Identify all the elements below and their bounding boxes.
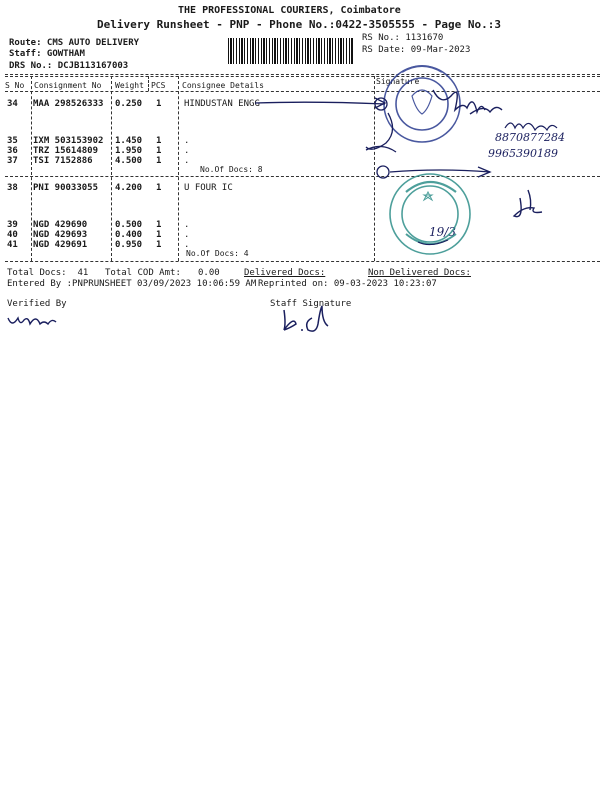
row-34-weight: 0.250 [115, 99, 143, 109]
row-39-consignment: NGD 429690 [33, 220, 88, 230]
rs-number: RS No.: 1131670 [362, 33, 444, 43]
row-38-consignment: PNI 90033055 [33, 183, 99, 193]
col-pcs: PCS [151, 81, 166, 90]
barcode-image [228, 38, 354, 64]
row-41-consignee: . [184, 240, 190, 250]
row-39-sno: 39 [7, 220, 18, 230]
row-35-consignment: IXM 503153902 [33, 136, 104, 146]
company-title: THE PROFESSIONAL COURIERS, Coimbatore [178, 5, 401, 16]
col-consignee: Consignee Details [182, 81, 264, 90]
row-35-weight: 1.450 [115, 136, 143, 146]
receiver-signature-1 [433, 90, 502, 114]
route-label: Route: CMS AUTO DELIVERY [9, 38, 140, 48]
row-38-sno: 38 [7, 183, 18, 193]
company-stamp [390, 174, 470, 254]
row-37-weight: 4.500 [115, 156, 143, 166]
entered-by: Entered By :PNPRUNSHEET 03/09/2023 10:06:59 AM [7, 279, 257, 289]
col-consignment: Consignment No [34, 81, 102, 90]
tamil-handwriting [505, 123, 557, 130]
row-40-weight: 0.400 [115, 230, 143, 240]
row-41-pcs: 1 [156, 240, 162, 250]
row-40-sno: 40 [7, 230, 18, 240]
row-40-consignment: NGD 429693 [33, 230, 88, 240]
handwritten-phone-2: 9965390189 [488, 147, 558, 160]
row-39-weight: 0.500 [115, 220, 143, 230]
verified-by-label: Verified By [7, 299, 67, 309]
verified-by-signature [8, 318, 56, 324]
total-cod-label: Total COD Amt: [105, 268, 181, 278]
row-37-pcs: 1 [156, 156, 162, 166]
divider-top-2 [5, 76, 600, 77]
row-41-consignment: NGD 429691 [33, 240, 88, 250]
row-36-sno: 36 [7, 146, 18, 156]
row-36-weight: 1.950 [115, 146, 143, 156]
stamp-number-scribble [418, 240, 448, 245]
staff-signature-label: Staff Signature [270, 299, 352, 309]
col-divider-1 [31, 76, 32, 261]
col-divider-4 [178, 76, 179, 261]
row-35-pcs: 1 [156, 136, 162, 146]
rs-date: RS Date: 09-Mar-2023 [362, 45, 471, 55]
group-2-doc-count: No.Of Docs: 4 [186, 249, 249, 258]
divider-top [5, 74, 600, 75]
col-divider-2 [111, 76, 112, 261]
delivered-docs: Delivered Docs: [244, 268, 326, 278]
row-35-consignee: . [184, 136, 190, 146]
row-37-consignment: TSI 7152886 [33, 156, 93, 166]
col-signature: Signature [376, 77, 420, 86]
non-delivered-docs: Non Delivered Docs: [368, 268, 471, 278]
row-36-consignment: TRZ 15614809 [33, 146, 99, 156]
row-38-pcs: 1 [156, 183, 162, 193]
row-38-consignee: U FOUR IC [184, 183, 233, 193]
row-41-sno: 41 [7, 240, 18, 250]
col-sno: S No [5, 81, 25, 90]
row-37-sno: 37 [7, 156, 18, 166]
row-36-pcs: 1 [156, 146, 162, 156]
row-40-consignee: . [184, 230, 190, 240]
row-34-consignee: HINDUSTAN ENGG [184, 99, 260, 109]
row-34-sno: 34 [7, 99, 18, 109]
divider-group-1 [5, 176, 600, 177]
row-37-consignee: . [184, 156, 190, 166]
row-34-consignment: MAA 298526333 [33, 99, 104, 109]
row-40-pcs: 1 [156, 230, 162, 240]
divider-table-bottom [5, 261, 600, 262]
row-38-weight: 4.200 [115, 183, 143, 193]
staff-label: Staff: GOWTHAM [9, 49, 85, 59]
divider-header-bottom [5, 91, 600, 92]
col-divider-5 [374, 76, 375, 261]
col-divider-3 [148, 76, 149, 91]
row-39-consignee: . [184, 220, 190, 230]
row-35-sno: 35 [7, 136, 18, 146]
receiver-signature-2 [514, 190, 542, 217]
row-36-consignee: . [184, 146, 190, 156]
total-cod-amount: 0.00 [198, 268, 220, 278]
reprinted-on: Reprinted on: 09-03-2023 10:23:07 [258, 279, 437, 289]
handwritten-stamp-number: 19/3 [429, 225, 456, 239]
delivery-pen-marks [255, 98, 490, 178]
col-weight: Weight [115, 81, 144, 90]
row-41-weight: 0.950 [115, 240, 143, 250]
handwritten-phone-1: 8870877284 [495, 131, 565, 144]
staff-signature [284, 306, 328, 331]
total-docs: Total Docs: 41 [7, 268, 89, 278]
row-34-pcs: 1 [156, 99, 162, 109]
row-39-pcs: 1 [156, 220, 162, 230]
runsheet-subtitle: Delivery Runsheet - PNP - Phone No.:0422-3505555 - Page No.:3 [97, 18, 501, 31]
group-1-doc-count: No.Of Docs: 8 [200, 165, 263, 174]
drs-number: DRS No.: DCJB113167003 [9, 61, 129, 71]
